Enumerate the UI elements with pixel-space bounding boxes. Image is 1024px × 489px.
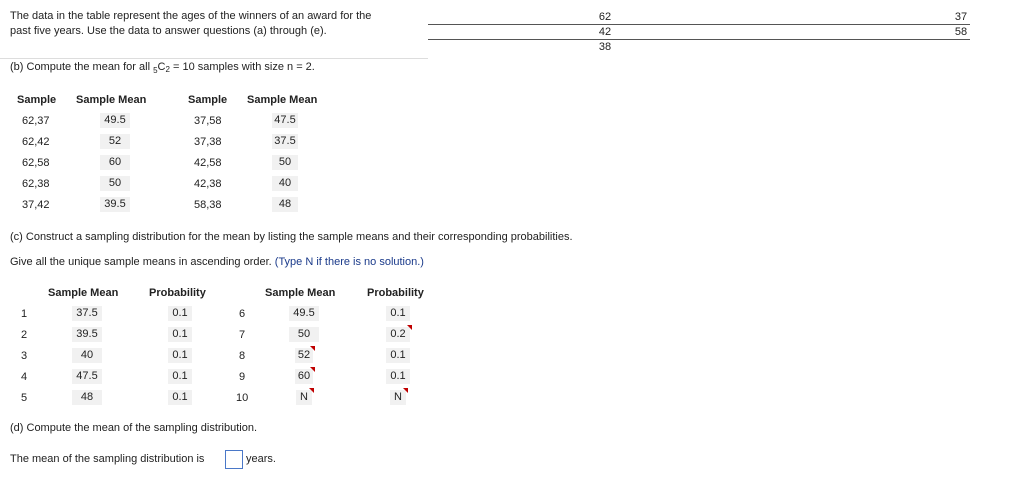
row-number: 4 bbox=[21, 371, 28, 383]
data-table-rule-1 bbox=[428, 24, 970, 25]
row-number: 1 bbox=[21, 308, 28, 320]
part-c-mean-input[interactable]: 37.5 bbox=[72, 306, 102, 321]
row-number: 5 bbox=[21, 392, 28, 404]
part-c-header-prob-2: Probability bbox=[367, 287, 424, 299]
intro-text bbox=[10, 9, 430, 39]
part-b-mean-input[interactable]: 40 bbox=[272, 176, 298, 191]
part-c-prob-input-flagged[interactable]: N bbox=[390, 390, 406, 405]
part-c-header-mean: Sample Mean bbox=[48, 287, 119, 299]
part-b-header-sample-2: Sample bbox=[188, 94, 228, 106]
row-number: 8 bbox=[239, 350, 246, 362]
part-b-sample: 62,38 bbox=[22, 178, 50, 190]
part-c-header-mean-2: Sample Mean bbox=[265, 287, 336, 299]
part-b-sample: 42,58 bbox=[194, 157, 222, 169]
part-b-sample: 62,58 bbox=[22, 157, 50, 169]
part-b-mean-input[interactable]: 37.5 bbox=[272, 134, 298, 149]
row-number: 6 bbox=[239, 308, 246, 320]
part-c-instruction: Give all the unique sample means in ascending order. (Type N if there is no solution.) bbox=[10, 256, 424, 268]
part-b-prompt: (b) Compute the mean for all $_5C_2 = 10$ samples with size n = 2. bbox=[10, 61, 315, 75]
part-b-mean-input[interactable]: 49.5 bbox=[100, 113, 130, 128]
row-number: 10 bbox=[236, 392, 249, 404]
part-b-mean-input[interactable]: 39.5 bbox=[100, 197, 130, 212]
part-b-mean-input[interactable]: 50 bbox=[272, 155, 298, 170]
part-c-prob-input[interactable]: 0.1 bbox=[168, 348, 192, 363]
part-c-prob-input[interactable]: 0.1 bbox=[168, 306, 192, 321]
part-b-sample: 37,38 bbox=[194, 136, 222, 148]
part-c-prob-input[interactable]: 0.1 bbox=[386, 306, 410, 321]
data-table-rule-2 bbox=[428, 39, 970, 40]
part-c-header-prob: Probability bbox=[149, 287, 206, 299]
part-b-sample: 37,42 bbox=[22, 199, 50, 211]
part-b-mean-input[interactable]: 52 bbox=[100, 134, 130, 149]
part-c-prompt: (c) Construct a sampling distribution for the mean by listing the sample means and their corresponding probabilities. bbox=[10, 231, 573, 243]
part-c-prob-input[interactable]: 0.1 bbox=[168, 369, 192, 384]
part-c-mean-input[interactable]: 49.5 bbox=[289, 306, 319, 321]
section-divider bbox=[0, 58, 428, 59]
row-number: 9 bbox=[239, 371, 246, 383]
data-cell: 38 bbox=[598, 41, 612, 53]
row-number: 2 bbox=[21, 329, 28, 341]
part-c-mean-input-flagged[interactable]: 60 bbox=[295, 369, 313, 384]
part-b-sample: 62,42 bbox=[22, 136, 50, 148]
part-b-sample: 62,37 bbox=[22, 115, 50, 127]
part-c-prob-input[interactable]: 0.1 bbox=[386, 369, 410, 384]
part-c-mean-input[interactable]: 39.5 bbox=[72, 327, 102, 342]
part-b-header-mean: Sample Mean bbox=[76, 94, 147, 106]
row-number: 3 bbox=[21, 350, 28, 362]
intro-line-1: The data in the table represent the ages of the winners of an award for the bbox=[10, 10, 372, 22]
part-c-mean-input-flagged[interactable]: N bbox=[296, 390, 312, 405]
part-c-mean-input-flagged[interactable]: 52 bbox=[295, 348, 313, 363]
part-b-mean-input[interactable]: 48 bbox=[272, 197, 298, 212]
part-c-prob-input[interactable]: 0.1 bbox=[168, 327, 192, 342]
part-c-mean-input[interactable]: 47.5 bbox=[72, 369, 102, 384]
part-c-mean-input[interactable]: 40 bbox=[72, 348, 102, 363]
part-b-mean-input[interactable]: 60 bbox=[100, 155, 130, 170]
part-c-prob-input[interactable]: 0.1 bbox=[386, 348, 410, 363]
intro-line-2: past five years. Use the data to answer questions (a) through (e). bbox=[10, 25, 327, 37]
data-cell: 62 bbox=[598, 11, 612, 23]
part-b-header-sample: Sample bbox=[17, 94, 57, 106]
part-c-prob-input-flagged[interactable]: 0.2 bbox=[386, 327, 410, 342]
part-c-mean-input[interactable]: 48 bbox=[72, 390, 102, 405]
part-b-sample: 42,38 bbox=[194, 178, 222, 190]
data-cell: 58 bbox=[954, 26, 968, 38]
part-c-prob-input[interactable]: 0.1 bbox=[168, 390, 192, 405]
row-number: 7 bbox=[239, 329, 246, 341]
mean-answer-input[interactable] bbox=[225, 450, 243, 469]
part-d-prompt: (d) Compute the mean of the sampling distribution. bbox=[10, 422, 258, 434]
part-b-mean-input[interactable]: 47.5 bbox=[272, 113, 298, 128]
part-c-mean-input[interactable]: 50 bbox=[289, 327, 319, 342]
part-b-sample: 58,38 bbox=[194, 199, 222, 211]
part-b-header-mean-2: Sample Mean bbox=[247, 94, 318, 106]
data-cell: 42 bbox=[598, 26, 612, 38]
part-d-answer-suffix: years. bbox=[246, 453, 276, 465]
part-d-answer-prefix: The mean of the sampling distribution is bbox=[10, 453, 205, 465]
part-b-sample: 37,58 bbox=[194, 115, 222, 127]
data-cell: 37 bbox=[954, 11, 968, 23]
part-b-mean-input[interactable]: 50 bbox=[100, 176, 130, 191]
part-c-hint: (Type N if there is no solution.) bbox=[274, 256, 424, 268]
